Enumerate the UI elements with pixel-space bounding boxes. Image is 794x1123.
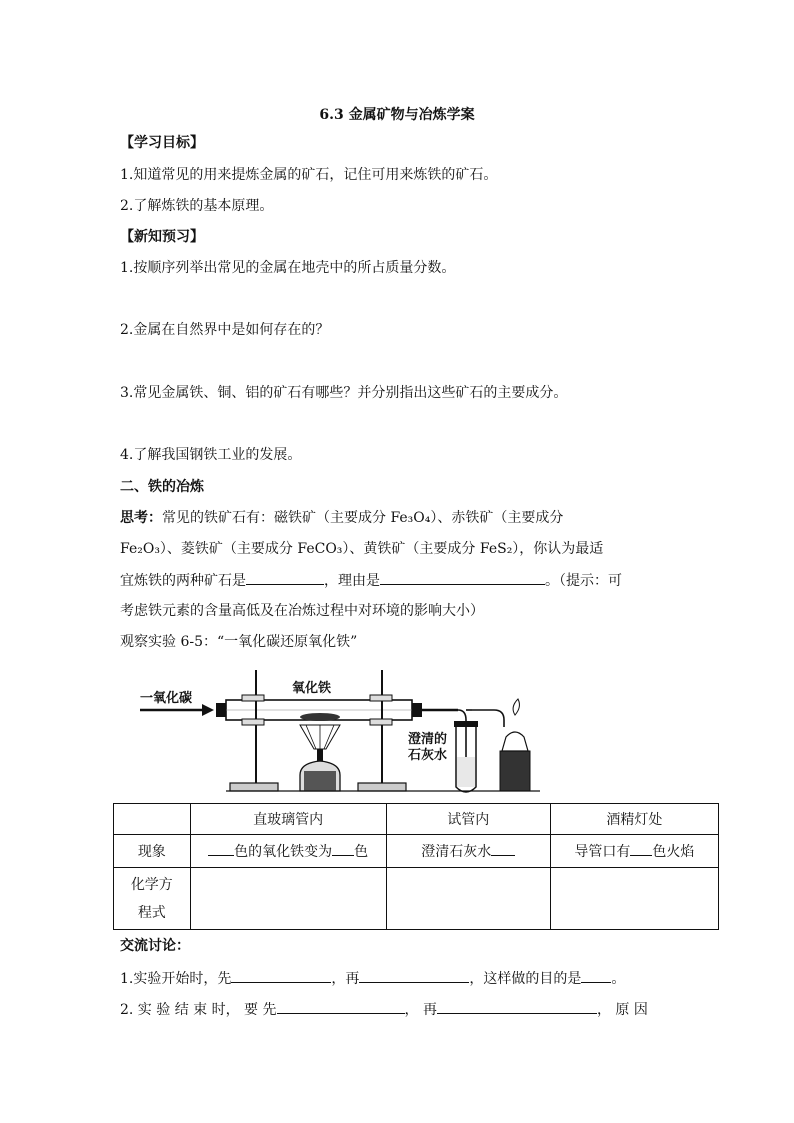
question-1: 1.按顺序列举出常见的金属在地壳中的所占质量分数。 xyxy=(120,260,456,276)
goal-2: 2.了解炼铁的基本原理。 xyxy=(120,198,274,214)
discussion-2 xyxy=(120,999,648,1020)
answer-blank-ores[interactable] xyxy=(246,570,324,585)
blank-d2-then[interactable] xyxy=(437,999,597,1014)
goal-1: 1.知道常见的用来提炼金属的矿石，记住可用来炼铁的矿石。 xyxy=(120,167,498,183)
d2-text-b: ， 再 xyxy=(404,1002,437,1018)
label-carbon-monoxide: 一氧化碳 xyxy=(140,691,193,706)
think-text-3b: ，理由是 xyxy=(324,573,380,589)
blank-d1-first[interactable] xyxy=(231,968,331,983)
observation-table xyxy=(113,803,719,930)
text-limewater: 澄清石灰水 xyxy=(421,844,492,860)
discussion-heading: 交流讨论： xyxy=(120,938,190,954)
experiment-title: 观察实验 6-5：“一氧化碳还原氧化铁” xyxy=(120,634,358,650)
d1-text-d: 。 xyxy=(611,971,626,987)
header-alcohol-lamp: 酒精灯处 xyxy=(550,804,718,835)
experiment-apparatus-diagram xyxy=(140,665,570,800)
discussion-1 xyxy=(120,968,625,989)
goals-heading: 【学习目标】 xyxy=(120,135,204,151)
cell-test-tube-equation[interactable] xyxy=(386,868,550,930)
blank-color-2[interactable] xyxy=(332,841,354,856)
header-glass-tube: 直玻璃管内 xyxy=(190,804,386,835)
label-iron-oxide: 氧化铁 xyxy=(292,681,332,696)
text-outlet-has: 导管口有 xyxy=(574,844,631,860)
blank-d2-first[interactable] xyxy=(277,999,405,1014)
table-row-equation xyxy=(114,868,719,930)
question-4: 4.了解我国钢铁工业的发展。 xyxy=(120,447,302,463)
smelting-heading: 二、铁的冶炼 xyxy=(120,479,204,495)
row-label-phenomenon: 现象 xyxy=(114,835,191,868)
think-text-3c: 。（提示：可 xyxy=(545,573,622,589)
blank-limewater[interactable] xyxy=(491,841,515,856)
table-header-row xyxy=(114,804,719,835)
blank-color-1[interactable] xyxy=(208,841,234,856)
think-line-2: Fe₂O₃）、菱铁矿（主要成分 FeCO₃）、黄铁矿（主要成分 FeS₂），你认为最适 xyxy=(120,541,604,557)
cell-glass-tube-equation[interactable] xyxy=(190,868,386,930)
table-corner-cell xyxy=(114,804,191,835)
d1-text-a: 1.实验开始时，先 xyxy=(120,971,232,987)
label-limewater-1: 澄清的 xyxy=(408,732,448,747)
think-text-1: 常见的铁矿石有：磁铁矿（主要成分 Fe₃O₄）、赤铁矿（主要成分 xyxy=(162,510,564,526)
think-line-1 xyxy=(120,508,563,528)
d1-text-c: ，这样做的目的是 xyxy=(469,971,582,987)
label-limewater xyxy=(408,732,447,764)
table-row-phenomenon xyxy=(114,835,719,868)
text-flame: 色火焰 xyxy=(652,844,695,860)
text-color: 色 xyxy=(354,844,369,860)
page-title: 6.3 金属矿物与冶炼学案 xyxy=(319,107,475,123)
think-line-4: 考虑铁元素的含量高低及在冶炼过程中对环境的影响大小） xyxy=(120,603,484,619)
d2-text-c: ， 原 因 xyxy=(596,1002,648,1018)
question-3: 3.常见金属铁、铜、铝的矿石有哪些？并分别指出这些矿石的主要成分。 xyxy=(120,385,568,401)
think-text-3a: 宜炼铁的两种矿石是 xyxy=(120,573,246,589)
cell-lamp-phenomenon xyxy=(550,835,718,868)
blank-d1-purpose[interactable] xyxy=(581,968,611,983)
d1-text-b: ，再 xyxy=(331,971,360,987)
preview-heading: 【新知预习】 xyxy=(120,229,204,245)
text-oxide-becomes: 色的氧化铁变为 xyxy=(234,844,333,860)
question-2: 2.金属在自然界中是如何存在的？ xyxy=(120,322,330,338)
apparatus-drawing xyxy=(140,665,570,800)
header-test-tube: 试管内 xyxy=(386,804,550,835)
blank-flame-color[interactable] xyxy=(630,841,652,856)
d2-text-a: 2. 实 验 结 束 时， 要 先 xyxy=(120,1002,277,1018)
cell-glass-tube-phenomenon xyxy=(190,835,386,868)
think-line-3 xyxy=(120,570,622,591)
blank-d1-then[interactable] xyxy=(359,968,469,983)
cell-lamp-equation[interactable] xyxy=(550,868,718,930)
cell-test-tube-phenomenon xyxy=(386,835,550,868)
row-label-equation: 化学方 程式 xyxy=(114,868,191,930)
think-label: 思考： xyxy=(120,510,162,526)
label-limewater-2: 石灰水 xyxy=(408,748,448,763)
answer-blank-reason[interactable] xyxy=(380,570,545,585)
